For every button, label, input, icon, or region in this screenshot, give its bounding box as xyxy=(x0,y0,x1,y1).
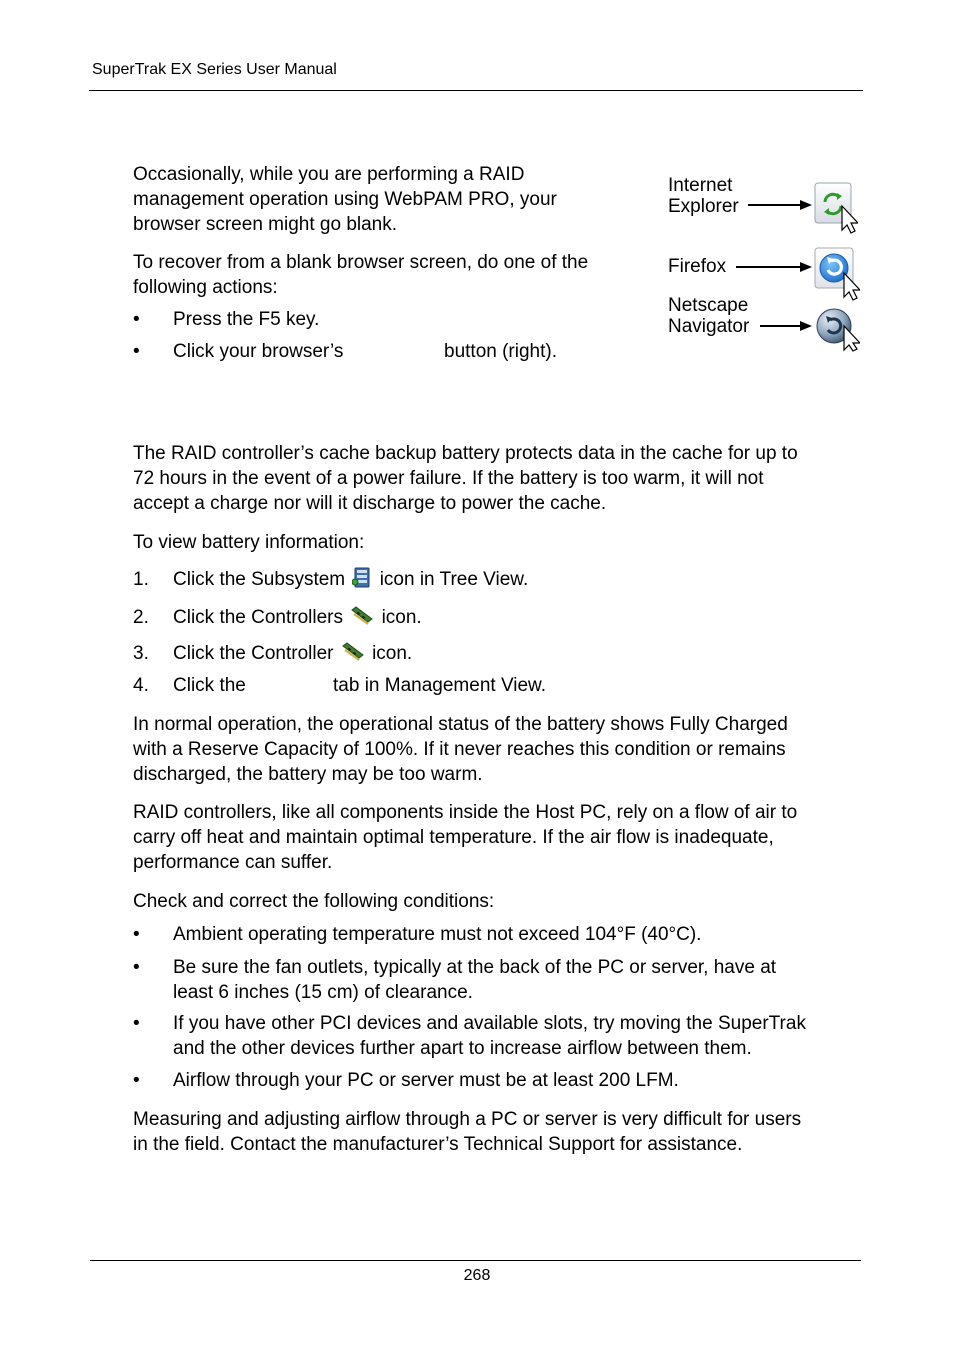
page-number: 268 xyxy=(463,1267,491,1284)
blank-screen-intro xyxy=(133,162,557,237)
recover-intro xyxy=(133,250,588,300)
text-line: Occasionally, while you are performing a RAID xyxy=(133,164,525,185)
subsystem-icon xyxy=(352,567,372,595)
airflow-paragraph xyxy=(133,800,797,875)
step-4-before: Click the xyxy=(173,675,246,696)
label-line: Internet xyxy=(668,175,733,196)
battery-intro xyxy=(133,441,798,516)
text-line: following actions: xyxy=(133,277,278,298)
text-line: Be sure the fan outlets, typically at the back of the PC or server, have at xyxy=(173,957,777,978)
normal-operation-paragraph xyxy=(133,712,788,787)
text-line: in the field. Contact the manufacturer’s Technical Support for assistance. xyxy=(133,1134,743,1155)
text-line: least 6 inches (15 cm) of clearance. xyxy=(173,982,473,1003)
running-header: SuperTrak EX Series User Manual xyxy=(92,61,337,78)
step-number: 1. xyxy=(133,569,149,590)
text-line: Measuring and adjusting airflow through a PC or server is very difficult for users xyxy=(133,1109,802,1130)
arrow-line xyxy=(736,266,804,268)
text-line: Ambient operating temperature must not exceed 104°F (40°C). xyxy=(173,924,702,945)
text-line: Airflow through your PC or server must be at least 200 LFM. xyxy=(173,1070,679,1091)
step-2 xyxy=(173,605,422,633)
measuring-airflow-paragraph xyxy=(133,1107,801,1157)
bullet-press-f5: Press the F5 key. xyxy=(173,309,320,330)
bullet-marker: • xyxy=(133,1070,140,1091)
step-number: 4. xyxy=(133,675,149,696)
condition-pci-devices xyxy=(173,1011,806,1061)
step-number: 3. xyxy=(133,643,149,664)
text-line: with a Reserve Capacity of 100%. If it never reaches this condition or remains xyxy=(133,739,786,760)
bullet-click-button-after: button (right). xyxy=(444,341,557,362)
text-line: accept a charge nor will it discharge to power the cache. xyxy=(133,493,607,514)
step-text: icon. xyxy=(381,607,422,628)
text-line: and the other devices further apart to increase airflow between them. xyxy=(173,1038,752,1059)
step-4-after: tab in Management View. xyxy=(333,675,547,696)
text-line: management operation using WebPAM PRO, your xyxy=(133,189,557,210)
arrow-line xyxy=(760,325,804,327)
step-3 xyxy=(173,641,412,669)
condition-fan-outlets xyxy=(173,955,776,1005)
browser-label-firefox xyxy=(668,256,726,277)
bullet-marker: • xyxy=(133,924,140,945)
condition-airflow-lfm xyxy=(173,1068,679,1093)
arrow-head xyxy=(800,200,812,210)
netscape-reload-icon xyxy=(814,306,860,357)
arrow-head xyxy=(800,321,812,331)
bullet-marker: • xyxy=(133,957,140,978)
bullet-click-button-before: Click your browser’s xyxy=(173,341,344,362)
bullet-marker: • xyxy=(133,1013,140,1034)
text-line: performance can suffer. xyxy=(133,852,333,873)
step-number: 2. xyxy=(133,607,149,628)
text-line: If you have other PCI devices and available slots, try moving the SuperTrak xyxy=(173,1013,806,1034)
step-1 xyxy=(173,567,528,595)
header-divider xyxy=(89,90,863,91)
arrow-head xyxy=(800,262,812,272)
text-line: browser screen might go blank. xyxy=(133,214,398,235)
bullet-marker: • xyxy=(133,309,140,330)
step-text: icon in Tree View. xyxy=(379,569,529,590)
controller-icon xyxy=(341,642,365,669)
controllers-icon xyxy=(350,606,374,633)
check-conditions-intro: Check and correct the following conditions: xyxy=(133,891,495,912)
step-text: icon. xyxy=(372,643,413,664)
step-text: Click the Controller xyxy=(173,643,334,664)
arrow-line xyxy=(748,204,804,206)
browser-label-internet-explorer xyxy=(668,175,739,217)
condition-temperature xyxy=(173,922,701,947)
browser-label-netscape-navigator xyxy=(668,295,749,337)
text-line: carry off heat and maintain optimal temperature. If the air flow is inadequate, xyxy=(133,827,774,848)
label-line: Navigator xyxy=(668,316,750,337)
view-battery-intro: To view battery information: xyxy=(133,532,365,553)
firefox-reload-icon xyxy=(814,247,860,306)
footer-divider xyxy=(90,1260,861,1261)
text-line: RAID controllers, like all components inside the Host PC, rely on a flow of air to xyxy=(133,802,798,823)
step-text: Click the Controllers xyxy=(173,607,343,628)
text-line: To recover from a blank browser screen, do one of the xyxy=(133,252,589,273)
internet-explorer-refresh-icon xyxy=(814,182,858,239)
label-line: Netscape xyxy=(668,295,749,316)
text-line: In normal operation, the operational status of the battery shows Fully Charged xyxy=(133,714,788,735)
text-line: The RAID controller’s cache backup battery protects data in the cache for up to xyxy=(133,443,798,464)
step-text: Click the Subsystem xyxy=(173,569,346,590)
bullet-marker: • xyxy=(133,341,140,362)
label-line: Explorer xyxy=(668,196,739,217)
label-line: Firefox xyxy=(668,256,727,277)
text-line: discharged, the battery may be too warm. xyxy=(133,764,483,785)
text-line: 72 hours in the event of a power failure. If the battery is too warm, it will not xyxy=(133,468,764,489)
